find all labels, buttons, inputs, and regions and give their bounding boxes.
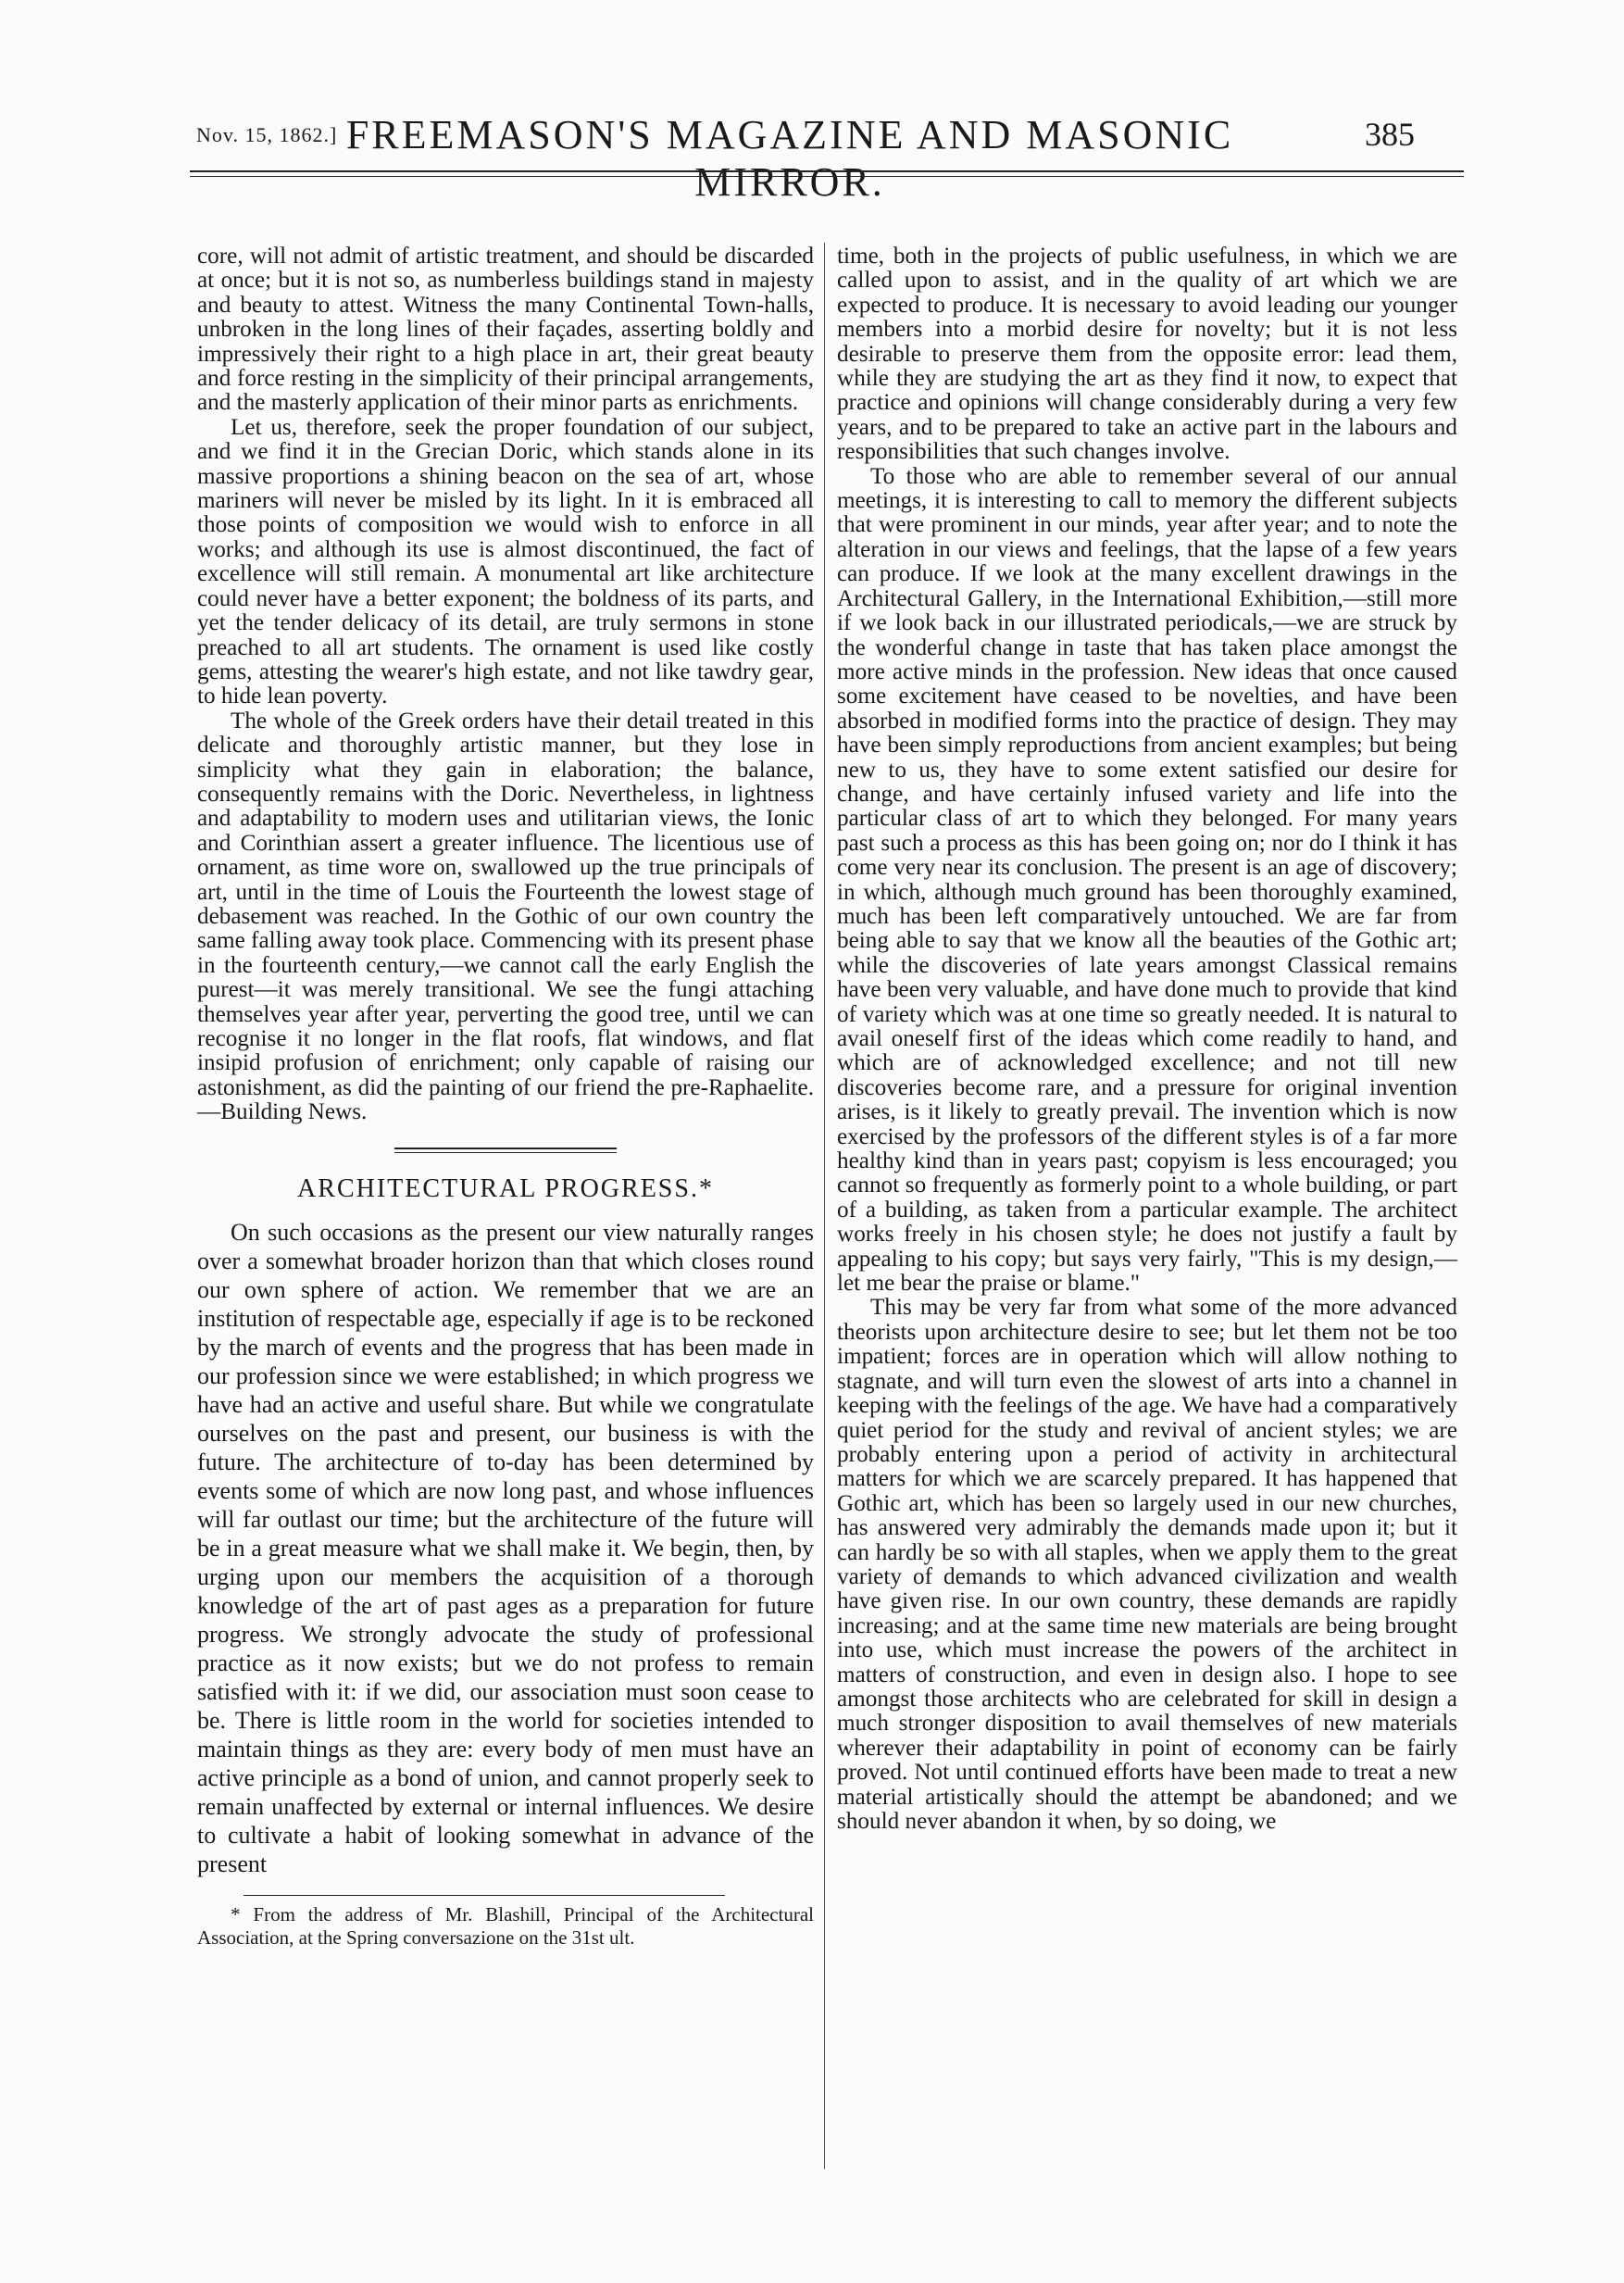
footnote-rule [244, 1895, 725, 1896]
paragraph: core, will not admit of artistic treatment, and should be discarded at once; but it is not so, as numberless buildings stand in majesty and beauty to attest. Witness the many Continental Town-halls, unbroken in the long lines of their façades, asserting boldly and impressively their right to a high place in art, their great beauty and force resting in the simplicity of their principal arrangements, and the masterly application of their minor parts as enrichments. [197, 244, 814, 416]
footnote: * From the address of Mr. Blashill, Principal of the Architectural Association, at the Spring conversazione on the 31st ult. [197, 1903, 814, 1950]
right-column [837, 245, 1457, 1834]
left-column [197, 245, 814, 1950]
paragraph: Let us, therefore, seek the proper foundation of our subject, and we find it in the Grecian Doric, which stands alone in its massive proportions a shining beacon on the sea of art, whose mariners will never be misled by its light. In it is embraced all those points of composition we would wish to enforce in all works; and although its use is almost discontinued, the fact of excellence will still remain. A monumental art like architecture could never have a better exponent; the boldness of its parts, and yet the tender delicacy of its detail, are truly sermons in stone preached to all art students. The ornament is used like costly gems, attesting the wearer's high estate, and not like tawdry gear, to hide lean poverty. [197, 414, 814, 709]
article-title: ARCHITECTURAL PROGRESS.* [297, 1173, 714, 1203]
column-divider [824, 243, 825, 2169]
paragraph: To those who are able to remember several of our annual meetings, it is interesting to call to memory the different subjects that were prominent in our minds, year after year; and to note the alteration in our views and feelings, that the lapse of a few years can produce. If we look at the many excellent drawings in the Architectural Gallery, in the International Exhibition,—still more if we look back in our illustrated periodicals,—we are struck by the wonderful change in taste that has taken place amongst the more active minds in the profession. New ideas that once caused some excitement have ceased to be novelties, and have been absorbed in modified forms into the practice of design. They may have been simply reproductions from ancient examples; but being new to us, they have to some extent satisfied our desire for change, and have certainly infused variety and life into the particular class of art to which they belonged. For many years past such a process as this has been going on; nor do I think it has come very near its conclusion. The present is an age of discovery; in which, although much ground has been thoroughly examined, much has been left comparatively untouched. We are far from being able to say that we know all the beauties of the Gothic art; while the discoveries of late years amongst Classical remains have been very valuable, and have done much to provide that kind of variety which was at one time so greatly needed. It is natural to avail oneself first of the ideas which come readily to hand, and which are of acknowledged excellence; and not till new discoveries become rare, and a pressure for original invention arises, is it likely to greatly prevail. The invention which is now exercised by the professors of the different styles is of a far more healthy kind than in years past; copyism is less encouraged; you cannot so frequently as formerly point to a whole building, or part of a building, as taken from a particular example. The architect works freely in his chosen style; he does not justify a fault by appealing to his copy; but says very fairly, "This is my design,—let me bear the praise or blame." [837, 463, 1457, 1297]
section-separator [394, 1148, 617, 1153]
header-rule-bottom [190, 176, 1464, 177]
paragraph: time, both in the projects of public usefulness, in which we are called upon to assist, and in the quality of art which we are expected to produce. It is necessary to avoid leading our younger members into a morbid desire for novelty; but it is not less desirable to preserve them from the opposite error: lead them, while they are studying the art as they find it now, to expect that practice and opinions will change considerably during a very few years, and to be prepared to take an active part in the labours and responsibilities that such changes involve. [837, 244, 1457, 465]
masthead-title: FREEMASON'S MAGAZINE AND MASONIC MIRROR. [345, 112, 1234, 205]
paragraph: This may be very far from what some of the more advanced theorists upon architecture desire to see; but let them not be too impatient; forces are in operation which will allow nothing to stagnate, and will turn even the slowest of arts into a channel in keeping with the feelings of the age. We have had a comparatively quiet period for the study and revival of ancient styles; we are probably entering upon a period of activity in architectural matters for which we are scarcely prepared. It has happened that Gothic art, which has been so largely used in our new churches, has answered very admirably the demands made upon it; but it can hardly be so with all staples, when we apply them to the great variety of demands to which advanced civilization and wealth have given rise. In our own country, these demands are rapidly increasing; and at the same time new materials are being brought into use, which must increase the powers of the architect in matters of construction, and even in design also. I hope to see amongst those architects who are celebrated for skill in design a much stronger disposition to avail themselves of new materials wherever their adaptability in point of economy can be fairly proved. Not until continued efforts have been made to treat a new material artistically should the attempt be abandoned; and we should never abandon it when, by so doing, we [837, 1295, 1457, 1834]
paragraph: On such occasions as the present our view naturally ranges over a somewhat broader horizon than that which closes round our own sphere of action. We remember that we are an institution of respectable age, especially if age is to be reckoned by the march of events and the progress that has been made in our profession since we were established; in which progress we have had an active and useful share. But while we congratulate ourselves on the past and present, our business is with the future. The architecture of to-day has been determined by events some of which are now long past, and whose influences will far outlast our time; but the architecture of the future will be in a great measure what we shall make it. We begin, then, by urging upon our members the acquisition of a thorough knowledge of the art of past ages as a preparation for future progress. We strongly advocate the study of professional practice as it now exists; but we do not profess to remain satisfied with it: if we did, our association must soon cease to be. There is little room in the world for societies intended to maintain things as they are: every body of men must have an active principle as a bond of union, and cannot properly seek to remain unaffected by external or internal influences. We desire to cultivate a habit of looking somewhat in advance of the present [197, 1219, 814, 1878]
article-body [197, 1218, 814, 1878]
page-number: 385 [1365, 116, 1415, 153]
paragraph: The whole of the Greek orders have their detail treated in this delicate and thoroughly artistic manner, but they lose in simplicity what they gain in elaboration; the balance, consequently remains with the Doric. Nevertheless, in lightness and adaptability to modern uses and utilitarian views, the Ionic and Corinthian assert a greater influence. The licentious use of ornament, as time wore on, swallowed up the true principals of art, until in the time of Louis the Fourteenth the lowest stage of debasement was reached. In the Gothic of our own country the same falling away took place. Commencing with its present phase in the fourteenth century,—we cannot call the early English the purest—it was merely transitional. We see the fungi attaching themselves year after year, perverting the good tree, until we can recognise it no longer in the flat roofs, flat windows, and flat insipid profusion of enrichment; only capable of raising our astonishment, as did the painting of our friend the pre-Raphaelite.—Building News. [197, 708, 814, 1125]
issue-date: Nov. 15, 1862.] [196, 123, 338, 146]
header-rule-top [190, 170, 1464, 172]
